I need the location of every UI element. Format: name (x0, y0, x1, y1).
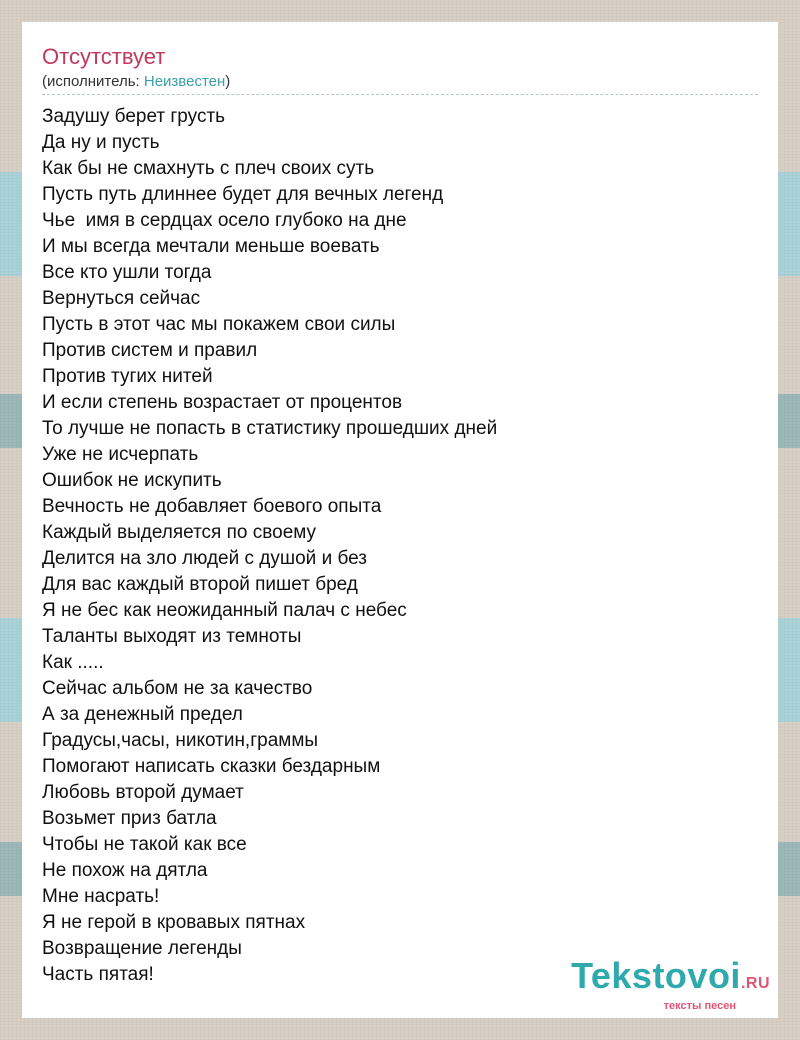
logo-suffix: .RU (740, 975, 770, 992)
logo-tagline: тексты песен (663, 1000, 736, 1012)
lyric-line: Помогают написать сказки бездарным (42, 756, 381, 777)
site-logo[interactable] (571, 955, 770, 1012)
lyric-line: Часть пятая! (42, 964, 154, 985)
lyric-line: И если степень возрастает от процентов (42, 392, 403, 413)
lyric-line: Вернуться сейчас (42, 288, 201, 309)
lyric-line: А за денежный предел (42, 704, 243, 725)
lyric-line: Как бы не смахнуть с плеч своих суть (42, 158, 375, 179)
lyric-line: Уже не исчерпать (42, 444, 199, 465)
lyric-line: Возьмет приз батла (42, 808, 217, 829)
lyric-line: Мне насрать! (42, 886, 160, 907)
lyric-line: Ошибок не искупить (42, 470, 222, 491)
lyric-line: Как ..... (42, 652, 104, 673)
artist-suffix: ) (225, 73, 231, 90)
lyric-line: Сейчас альбом не за качество (42, 678, 313, 699)
lyrics-card (22, 22, 778, 1018)
lyric-line: Пусть путь длиннее будет для вечных легенд (42, 184, 444, 205)
lyric-line: Делится на зло людей с душой и без (42, 548, 367, 569)
title-divider (42, 94, 758, 95)
artist-link[interactable]: Неизвестен (143, 73, 226, 90)
lyric-line: Против систем и правил (42, 340, 258, 361)
lyric-line: Я не герой в кровавых пятнах (42, 912, 306, 933)
lyrics-text (42, 104, 497, 988)
lyric-line: Да ну и пусть (42, 132, 160, 153)
lyric-line: И мы всегда мечтали меньше воевать (42, 236, 380, 257)
lyric-line: Чье имя в сердцах осело глубоко на дне (42, 210, 407, 231)
lyric-line: Каждый выделяется по своему (42, 522, 317, 543)
artist-line (42, 73, 230, 90)
lyric-line: Любовь второй думает (42, 782, 244, 803)
lyric-line: Против тугих нитей (42, 366, 213, 387)
lyric-line: Вечность не добавляет боевого опыта (42, 496, 382, 517)
lyric-line: То лучше не попасть в статистику прошедших дней (42, 418, 498, 439)
lyric-line: Задушу берет грусть (42, 106, 226, 127)
lyric-line: Градусы,часы, никотин,граммы (42, 730, 319, 751)
lyric-line: Все кто ушли тогда (42, 262, 212, 283)
lyric-line: Не похож на дятла (42, 860, 208, 881)
lyric-line: Для вас каждый второй пишет бред (42, 574, 358, 595)
lyric-line: Возвращение легенды (42, 938, 242, 959)
lyric-line: Таланты выходят из темноты (42, 626, 302, 647)
lyric-line: Я не бес как неожиданный палач с небес (42, 600, 407, 621)
artist-prefix: (исполнитель: (42, 73, 144, 90)
logo-wordmark: Tekstovoi (571, 955, 741, 996)
lyric-line: Пусть в этот час мы покажем свои силы (42, 314, 396, 335)
lyric-line: Чтобы не такой как все (42, 834, 247, 855)
song-title: Отсутствует (42, 44, 166, 69)
